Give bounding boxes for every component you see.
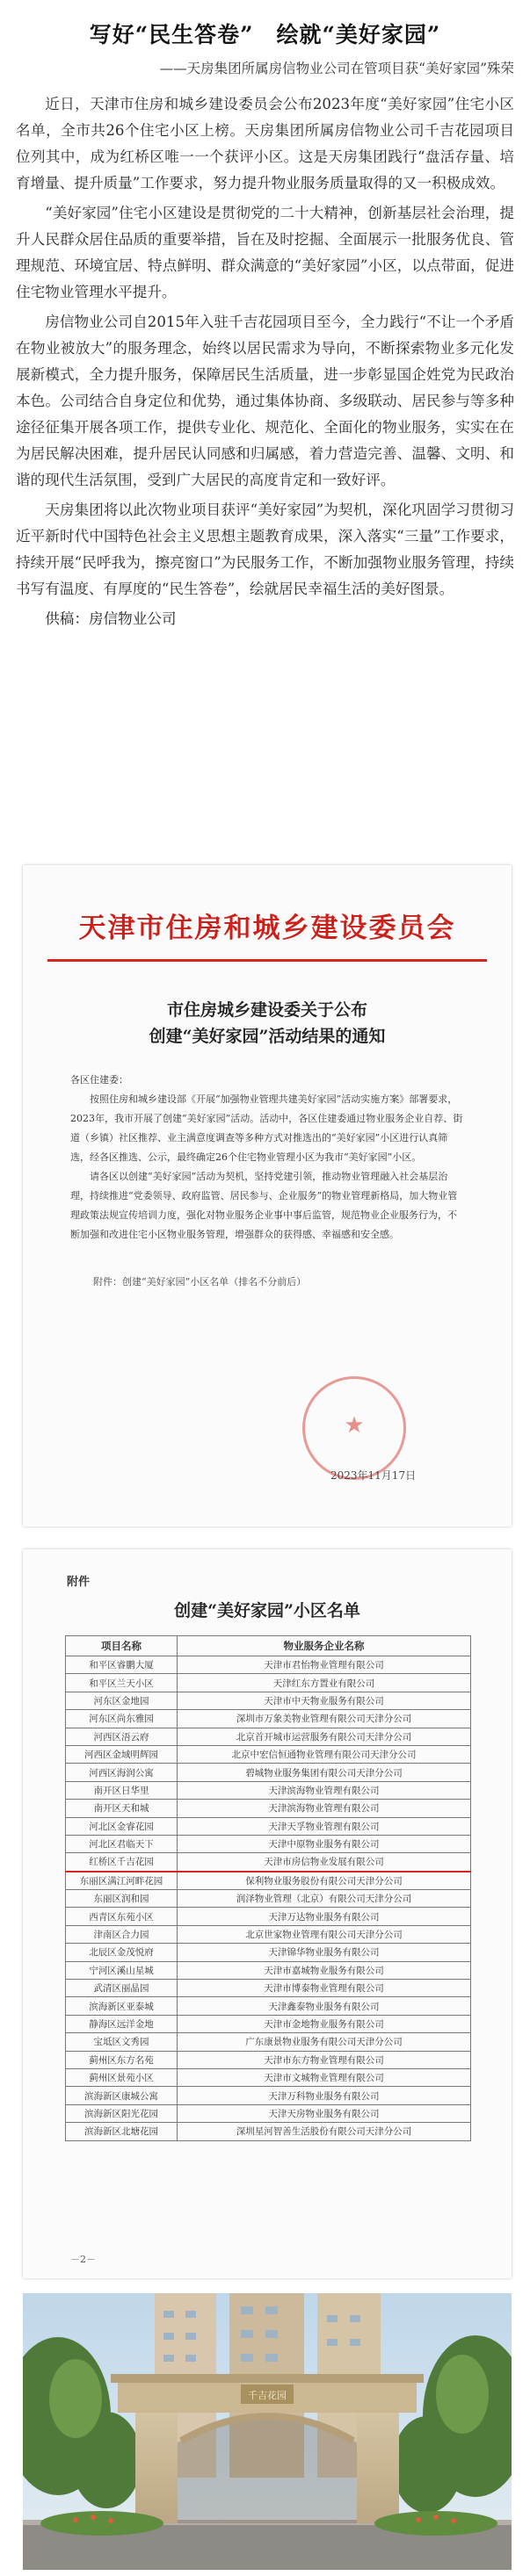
notice-salutation: 各区住建委： xyxy=(70,1074,128,1086)
project-name-cell: 静海区远洋金地 xyxy=(66,2015,178,2032)
column-header: 物业服务企业名称 xyxy=(178,1636,471,1656)
table-row xyxy=(66,1997,471,2015)
company-name-cell: 天津市嘉城物业服务有限公司 xyxy=(178,1961,471,1979)
company-name-cell: 天津中原物业服务有限公司 xyxy=(178,1835,471,1852)
company-name-cell: 天津天孚物业管理有限公司 xyxy=(178,1817,471,1835)
table-row xyxy=(66,1781,471,1799)
project-name-cell: 滨海新区北塘花园 xyxy=(66,2123,178,2140)
official-seal-icon: ★ xyxy=(302,1376,406,1480)
company-name-cell: 天津市文城物业管理有限公司 xyxy=(178,2068,471,2086)
notice-paragraph: 按照住房和城乡建设部《开展“加强物业管理共建美好家园”活动实施方案》部署要求，2023年，我市开展了创建“美好家园”活动。活动中，各区住建委通过物业服务企业自荐、街道（乡镇）社区推荐、业主满意度调查等多种方式对推选出的“美好家园”小区进行认真筛选，经各区推选、公示，最终确定26个住宅物业管理小区为我市“美好家园”小区。 xyxy=(70,1093,463,1163)
table-row xyxy=(66,1925,471,1943)
table-row xyxy=(66,1656,471,1674)
table-row xyxy=(66,1745,471,1763)
company-name-cell: 天津市东方物业管理有限公司 xyxy=(178,2051,471,2068)
project-name-cell: 宝坻区文秀园 xyxy=(66,2033,178,2051)
table-row xyxy=(66,1890,471,1908)
project-name-cell: 蓟州区东方名苑 xyxy=(66,2051,178,2068)
list-scan xyxy=(23,1549,512,2278)
table-row xyxy=(66,1710,471,1728)
project-name-cell: 红桥区千吉花园 xyxy=(66,1853,178,1872)
table-row xyxy=(66,1835,471,1852)
article-subtitle: ——天房集团所属房信物业公司在管项目获“美好家园”殊荣 xyxy=(159,61,514,76)
project-name-cell: 滨海新区康城公寓 xyxy=(66,2087,178,2104)
company-name-cell: 天津鑫泰物业服务有限公司 xyxy=(178,1997,471,2015)
notice-paragraph: 请各区以创建“美好家园”活动为契机，坚持党建引领，推动物业管理融入社会基层治理，持续推进“党委领导、政府监管、居民参与、企业服务”的物业管理新格局，加大物业管理政策法规宣传培训力度，强化对物业服务企业事中事后监管，规范物业企业服务行为，不断加强和改进住宅小区物业服务管理，增强群众的获得感、幸福感和安全感。 xyxy=(70,1171,458,1240)
project-name-cell: 武清区丽晶园 xyxy=(66,1980,178,1997)
article-title: 写好“民生答卷” 绘就“美好家园” xyxy=(89,22,441,47)
column-header: 项目名称 xyxy=(66,1636,178,1656)
article xyxy=(0,0,530,632)
article-paragraph: 房信物业公司自2015年入驻千吉花园项目至今，全力践行“不让一个矛盾在物业被放大”的服务理念，始终以居民需求为导向，不断探索物业多元化发展新模式，全力提升服务，保障居民生活质量，进一步彰显国企姓党为民政治本色。公司结合自身定位和优势，通过集体协商、多级联动、居民参与等多种途径征集开展各项工作，提供专业化、规范化、全面化的物业服务，实实在在为居民解决困难，提升居民认同感和归属感，着力营造完善、温馨、文明、和谐的现代生活氛围，受到广大居民的高度肯定和一致好评。 xyxy=(16,314,514,488)
table-row xyxy=(66,1674,471,1692)
project-name-cell: 河西区金域明辉园 xyxy=(66,1745,178,1763)
table-row xyxy=(66,1692,471,1709)
project-name-cell: 滨海新区阳光花园 xyxy=(66,2104,178,2122)
notice-scan xyxy=(23,865,512,1526)
project-name-cell: 河西区浯云府 xyxy=(66,1728,178,1745)
community-gate-photo xyxy=(23,2293,512,2570)
project-name-cell: 河东区金地园 xyxy=(66,1692,178,1709)
gate-sign: 千吉花园 xyxy=(248,2390,287,2401)
project-name-cell: 北辰区金茂悦府 xyxy=(66,1944,178,1961)
article-paragraph: “美好家园”住宅小区建设是贯彻党的二十大精神，创新基层社会治理，提升人民群众居住品质的重要举措，旨在及时挖掘、全面展示一批服务优良、管理规范、环境宜居、特点鲜明、群众满意的“美好家园”小区，以点带面，促进住宅物业管理水平提升。 xyxy=(16,205,514,300)
company-name-cell: 天津万科物业服务有限公司 xyxy=(178,2087,471,2104)
table-body xyxy=(66,1656,471,2141)
project-name-cell: 河北区君临天下 xyxy=(66,1835,178,1852)
company-name-cell: 天津市金地物业服务有限公司 xyxy=(178,2015,471,2032)
notice-attachment: 附件：创建“美好家园”小区名单（排名不分前后） xyxy=(93,1276,307,1288)
gate-illustration xyxy=(23,2293,512,2570)
article-source: 供稿：房信物业公司 xyxy=(45,610,177,627)
company-name-cell: 保利物业服务股份有限公司天津分公司 xyxy=(178,1872,471,1890)
article-paragraph: 天房集团将以此次物业项目获评“美好家园”为契机，深化巩固学习贯彻习近平新时代中国特色社会主义思想主题教育成果，深入落实“三量”工作要求，持续开展“民呼我为，擦亮窗口”为民服务工作，不断加强物业服务管理，持续书写有温度、有厚度的“民生答卷”，绘就居民幸福生活的美好图景。 xyxy=(16,501,514,597)
company-name-cell: 北京首开城市运营服务有限公司天津分公司 xyxy=(178,1728,471,1745)
notice-header: 天津市住房和城乡建设委员会 xyxy=(78,913,456,944)
table-row xyxy=(66,2033,471,2051)
project-name-cell: 河东区尚东雅园 xyxy=(66,1710,178,1728)
notice-body xyxy=(70,1071,464,1245)
company-name-cell: 天津市房信物业发展有限公司 xyxy=(178,1853,471,1872)
notice-red-line xyxy=(47,959,487,962)
table-row xyxy=(66,2123,471,2140)
table-row xyxy=(66,1961,471,1979)
company-name-cell: 广东康景物业服务有限公司天津分公司 xyxy=(178,2033,471,2051)
project-name-cell: 蓟州区景苑小区 xyxy=(66,2068,178,2086)
page-number: －2－ xyxy=(70,2254,96,2265)
table-row xyxy=(66,1908,471,1925)
company-name-cell: 深圳市万象美物业管理有限公司天津分公司 xyxy=(178,1710,471,1728)
project-name-cell: 滨海新区亚泰城 xyxy=(66,1997,178,2015)
project-name-cell: 津南区合力园 xyxy=(66,1925,178,1943)
community-table xyxy=(65,1635,471,2141)
project-name-cell: 南开区日华里 xyxy=(66,1781,178,1799)
notice-title-line: 市住房城乡建设委关于公布 xyxy=(166,1000,367,1020)
project-name-cell: 东丽区满江河畔花园 xyxy=(66,1872,178,1890)
table-row xyxy=(66,2104,471,2122)
table-row xyxy=(66,1853,471,1872)
table-row xyxy=(66,1980,471,1997)
list-attachment-label: 附件 xyxy=(67,1576,91,1589)
table-row xyxy=(66,1764,471,1781)
project-name-cell: 东丽区润和园 xyxy=(66,1890,178,1908)
project-name-cell: 宁河区溪山星城 xyxy=(66,1961,178,1979)
table-row xyxy=(66,2068,471,2086)
company-name-cell: 天津市君怡物业管理有限公司 xyxy=(178,1656,471,1674)
company-name-cell: 润泽物业管理（北京）有限公司天津分公司 xyxy=(178,1890,471,1908)
company-name-cell: 天津红东方置业有限公司 xyxy=(178,1674,471,1692)
notice-date: 2023年11月17日 xyxy=(330,1469,417,1482)
table-row xyxy=(66,1817,471,1835)
list-title: 创建“美好家园”小区名单 xyxy=(174,1601,360,1620)
table-header-row xyxy=(66,1636,471,1656)
notice-title xyxy=(23,997,512,1050)
project-name-cell: 南开区天和城 xyxy=(66,1800,178,1817)
company-name-cell: 天津滨海物业管理有限公司 xyxy=(178,1800,471,1817)
company-name-cell: 北京世家物业管理有限公司天津分公司 xyxy=(178,1925,471,1943)
company-name-cell: 天津市中天物业服务有限公司 xyxy=(178,1692,471,1709)
article-paragraph: 近日，天津市住房和城乡建设委员会公布2023年度“美好家园”住宅小区名单，全市共26个住宅小区上榜。天房集团所属房信物业公司千吉花园项目位列其中，成为红桥区唯一一个获评小区。这是天房集团践行“盘活存量、培育增量、提升质量”工作要求，努力提升物业服务质量取得的又一积极成效。 xyxy=(16,96,514,191)
notice-title-line: 创建“美好家园”活动结果的通知 xyxy=(149,1027,386,1046)
table-row xyxy=(66,1872,471,1890)
company-name-cell: 北京中宏信恒通物业管理有限公司天津分公司 xyxy=(178,1745,471,1763)
company-name-cell: 天津锦华物业服务有限公司 xyxy=(178,1944,471,1961)
table-row xyxy=(66,2015,471,2032)
company-name-cell: 天津滨海物业管理有限公司 xyxy=(178,1781,471,1799)
company-name-cell: 天津市博泰物业管理有限公司 xyxy=(178,1980,471,1997)
company-name-cell: 天津天房物业服务有限公司 xyxy=(178,2104,471,2122)
table-row xyxy=(66,1944,471,1961)
table-row xyxy=(66,1728,471,1745)
table-row xyxy=(66,1800,471,1817)
company-name-cell: 天津万达物业服务有限公司 xyxy=(178,1908,471,1925)
project-name-cell: 河西区海润公寓 xyxy=(66,1764,178,1781)
company-name-cell: 碧城物业服务集团有限公司天津分公司 xyxy=(178,1764,471,1781)
project-name-cell: 河北区金睿花园 xyxy=(66,1817,178,1835)
table-row xyxy=(66,2087,471,2104)
project-name-cell: 和平区睿鹏大厦 xyxy=(66,1656,178,1674)
project-name-cell: 西青区东苑小区 xyxy=(66,1908,178,1925)
project-name-cell: 和平区兰天小区 xyxy=(66,1674,178,1692)
table-row xyxy=(66,2051,471,2068)
company-name-cell: 深圳星河智善生活股份有限公司天津分公司 xyxy=(178,2123,471,2140)
